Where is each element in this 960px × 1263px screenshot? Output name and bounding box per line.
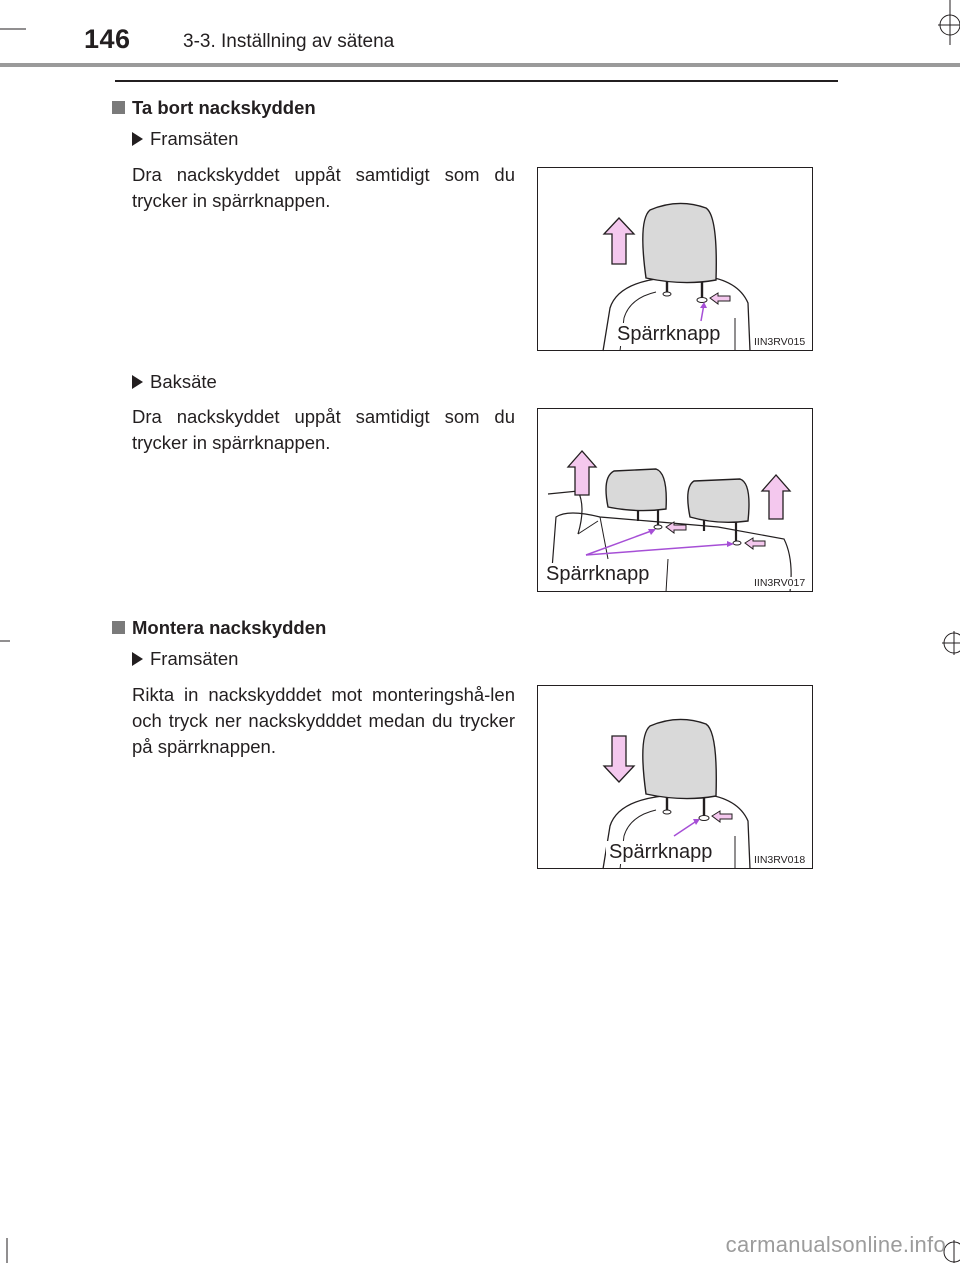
figure-rear-remove-code: IIN3RV017 xyxy=(754,577,806,589)
section-title: 3-3. Inställning av sätena xyxy=(183,31,395,52)
figure-front-install-code: IIN3RV018 xyxy=(754,854,806,866)
content-rule xyxy=(115,80,838,82)
figure-front-remove-label: Spärrknapp xyxy=(614,323,723,346)
page-number: 146 xyxy=(84,24,131,54)
crop-mark-bottom-left xyxy=(6,1238,10,1263)
install-heading-text: Montera nackskydden xyxy=(132,617,327,638)
remove-front-text: Dra nackskyddet uppåt samtidigt som du trycker in spärrknappen. xyxy=(132,164,515,211)
crop-mark-top-left xyxy=(0,28,30,32)
crop-mark-mid-right xyxy=(936,628,960,658)
install-front-subheading-text: Framsäten xyxy=(150,648,239,669)
crop-mark-top-right xyxy=(930,0,960,45)
install-front-text: Rikta in nackskydddet mot monteringshå-len och tryck ner nackskydddet medan du trycker på spärrknappen. xyxy=(132,684,515,757)
install-heading xyxy=(112,617,326,639)
remove-front-subheading-text: Framsäten xyxy=(150,128,239,149)
triangle-bullet-icon xyxy=(132,375,143,389)
remove-heading-text: Ta bort nackskydden xyxy=(132,97,316,118)
header-rule xyxy=(0,63,960,67)
figure-rear-remove xyxy=(537,408,813,592)
figure-front-install-label: Spärrknapp xyxy=(606,841,715,864)
triangle-bullet-icon xyxy=(132,132,143,146)
square-bullet-icon xyxy=(112,101,125,114)
figure-front-install xyxy=(537,685,813,869)
remove-heading xyxy=(112,97,316,119)
figure-front-remove xyxy=(537,167,813,351)
figure-front-remove-code: IIN3RV015 xyxy=(754,336,806,348)
remove-rear-subheading xyxy=(132,371,217,393)
square-bullet-icon xyxy=(112,621,125,634)
triangle-bullet-icon xyxy=(132,652,143,666)
footer-watermark[interactable]: carmanualsonline.info xyxy=(725,1232,946,1257)
remove-front-subheading xyxy=(132,128,238,150)
figure-rear-remove-label: Spärrknapp xyxy=(543,563,652,586)
remove-rear-text: Dra nackskyddet uppåt samtidigt som du trycker in spärrknappen. xyxy=(132,406,515,453)
crop-mark-mid-left xyxy=(0,640,20,644)
install-front-subheading xyxy=(132,648,238,670)
remove-rear-subheading-text: Baksäte xyxy=(150,371,217,392)
